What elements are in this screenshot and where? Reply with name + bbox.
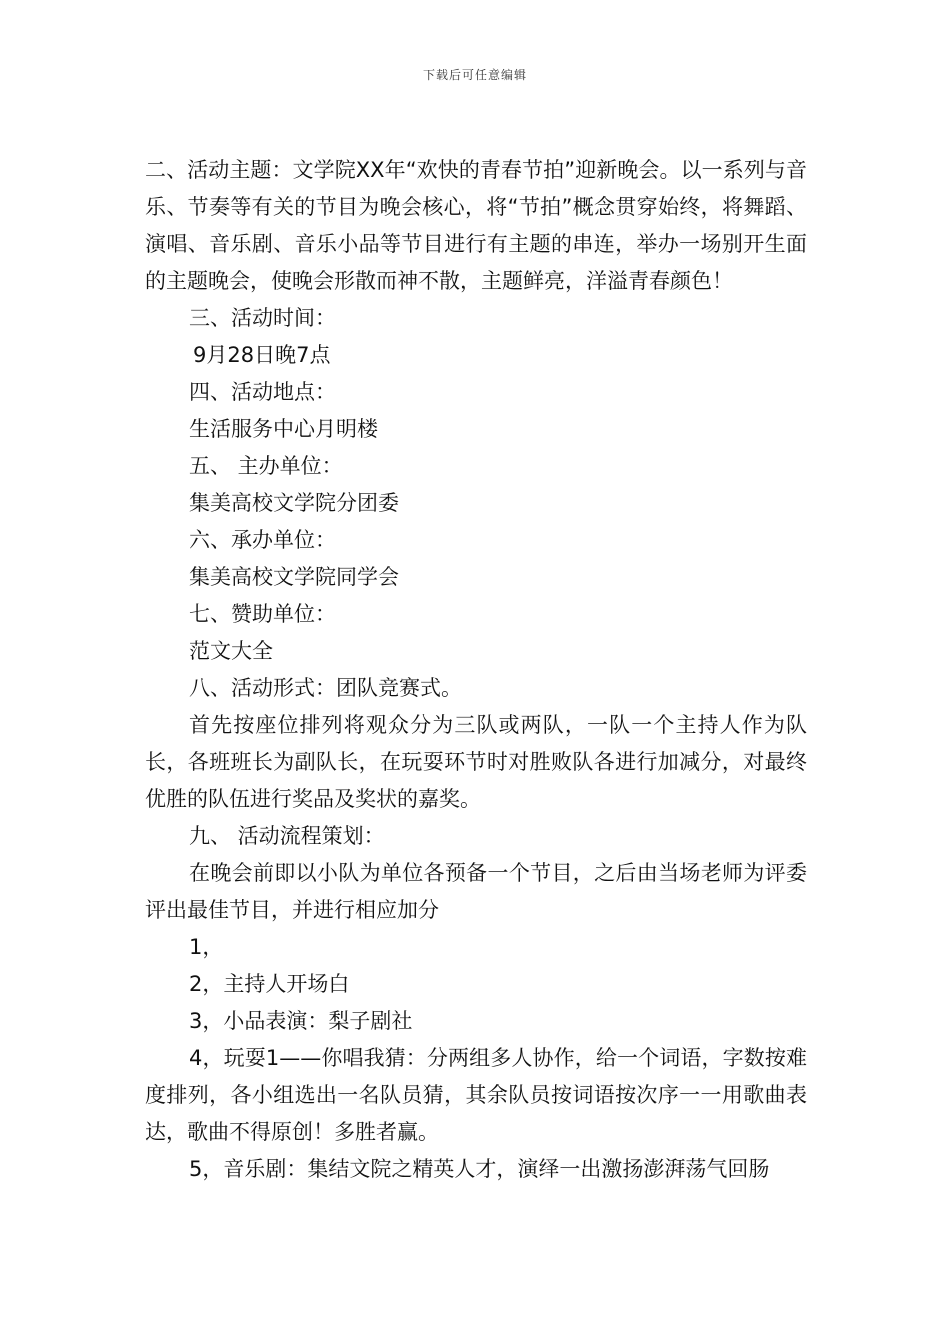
flow-paragraph: 在晚会前即以小队为单位各预备一个节目，之后由当场老师为评委评出最佳节目，并进行相应加分 [145, 861, 807, 922]
flow-item-2: 2，主持人开场白 [189, 972, 350, 996]
place-value: 生活服务中心月明楼 [189, 417, 378, 441]
form-heading: 八、活动形式：团队竞赛式。 [189, 676, 462, 700]
flow-item-4: 4，玩耍1——你唱我猜：分两组多人协作，给一个词语，字数按难度排列，各小组选出一名队员猜，其余队员按词语按次序一一用歌曲表达，歌曲不得原创！多胜者赢。 [145, 1046, 807, 1144]
time-heading: 三、活动时间： [189, 306, 336, 330]
time-value: 9月28日晚7点 [193, 343, 331, 367]
host-value: 集美高校文学院分团委 [189, 491, 399, 515]
flow-heading: 九、 活动流程策划： [189, 824, 385, 848]
document-body [145, 152, 807, 1188]
sponsor-heading: 七、赞助单位： [189, 602, 336, 626]
host-heading: 五、 主办单位： [189, 454, 343, 478]
page-header: 下载后可任意编辑 [422, 68, 527, 82]
sponsor-value: 范文大全 [189, 639, 273, 663]
flow-item-3: 3，小品表演：梨子剧社 [189, 1009, 413, 1033]
form-paragraph: 首先按座位排列将观众分为三队或两队，一队一个主持人作为队长，各班班长为副队长，在玩耍环节时对胜败队各进行加减分，对最终优胜的队伍进行奖品及奖状的嘉奖。 [145, 713, 807, 811]
organizer-heading: 六、承办单位： [189, 528, 336, 552]
flow-item-1: 1， [189, 935, 224, 959]
organizer-value: 集美高校文学院同学会 [189, 565, 399, 589]
theme-paragraph: 二、活动主题：文学院XX年“欢快的青春节拍”迎新晚会。以一系列与音乐、节奏等有关的节目为晚会核心，将“节拍”概念贯穿始终，将舞蹈、演唱、音乐剧、音乐小品等节目进行有主题的串连，举办一场别开生面的主题晚会，使晚会形散而神不散，主题鲜亮，洋溢青春颜色！ [145, 158, 807, 293]
place-heading: 四、活动地点： [189, 380, 336, 404]
flow-item-5: 5，音乐剧：集结文院之精英人才，演绎一出激扬澎湃荡气回肠 [189, 1157, 770, 1181]
